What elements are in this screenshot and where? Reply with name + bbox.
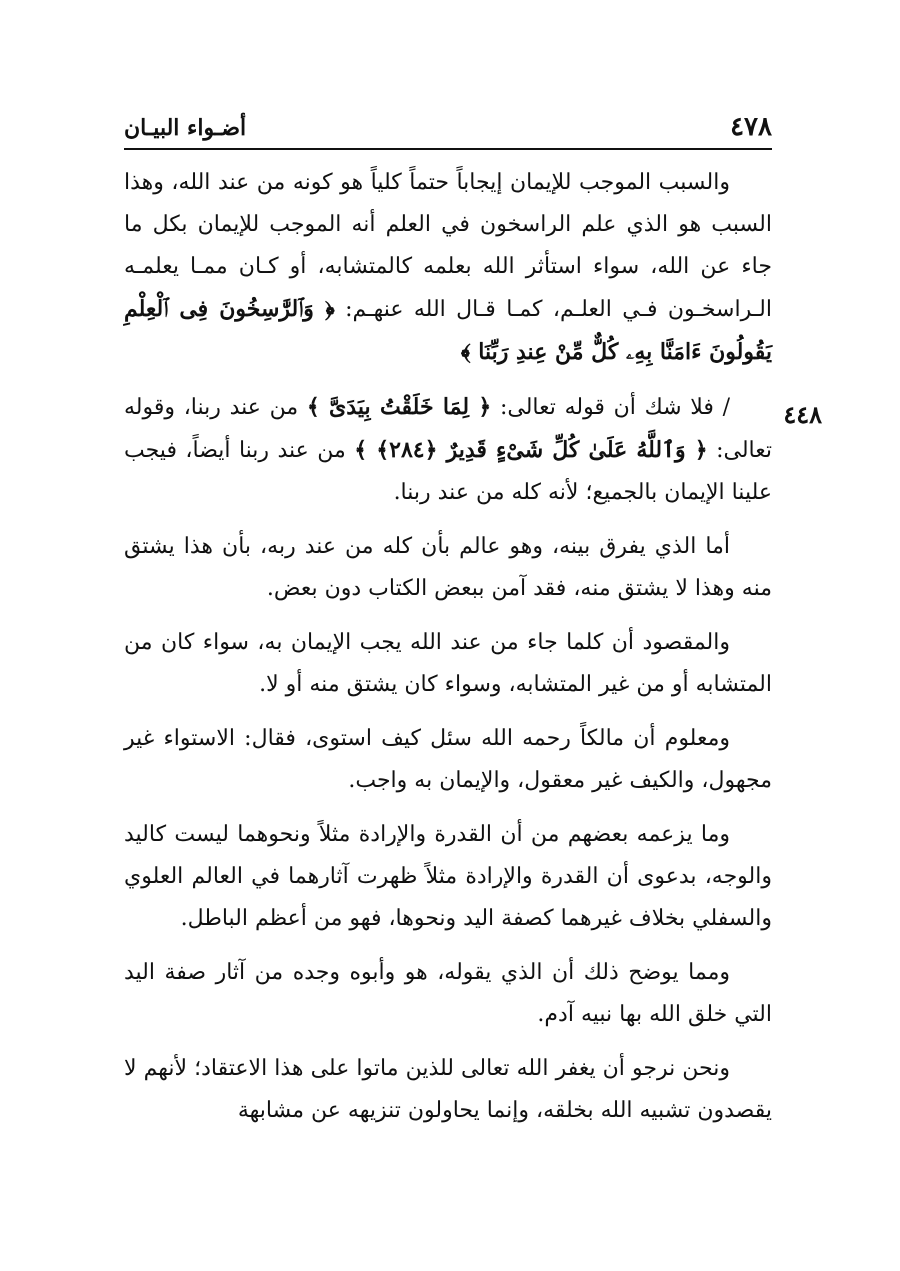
header-rule xyxy=(124,148,772,150)
quran-verse: ﴿ لِمَا خَلَقْتُ بِيَدَىَّ ﴾ xyxy=(306,394,492,420)
paragraph-2 xyxy=(124,386,772,514)
running-title: أضـواء البيـان xyxy=(124,115,247,141)
paragraph-1 xyxy=(124,162,772,374)
page-number: ٤٧٨ xyxy=(730,112,772,142)
paragraph-6: وما يزعمه بعضهم من أن القدرة والإرادة مثلاً ونحوهما ليست كاليد والوجه، بدعوى أن القدرة والإرادة مثلاً ظهرت آثارهما في العالم العلوي والسفلي بخلاف غيرهما كصفة اليد ونحوها، فهو من أعظم الباطل. xyxy=(124,822,772,931)
paragraph-7: ومما يوضح ذلك أن الذي يقوله، هو وأبوه وجده من آثار صفة اليد التي خلق الله بها نبيه آدم. xyxy=(124,960,772,1027)
paragraph-2-mid: من عند ربنا، وقوله تعالى: xyxy=(124,395,772,463)
quran-verse: ﴿ وَٱلرَّٰسِخُونَ فِى ٱلْعِلْمِ يَقُولُونَ ءَامَنَّا بِهِۦ كُلٌّ مِّنْ عِندِ رَبِّنَا ﴾ xyxy=(124,296,772,365)
paragraph-8: ونحن نرجو أن يغفر الله تعالى للذين ماتوا على هذا الاعتقاد؛ لأنهم لا يقصدون تشبيه الله بخلقه، وإنما يحاولون تنزيهه عن مشابهة xyxy=(124,1056,772,1123)
paragraph-1-text: والسبب الموجب للإيمان إيجاباً حتماً كلياً هو كونه من عند الله، وهذا السبب هو الذي علم الراسخون في العلم أنه الموجب للإيمان بكل ما جاء عن الله، سواء استأثر الله بعلمه كالمتشابه، أو كـان ممـا يعلمـه الـراسخـون فـي العلـم، كمـا قـال الله عنهـم: xyxy=(124,170,772,322)
paragraph-2-tail: من عند ربنا أيضاً، فيجب علينا الإيمان بالجميع؛ لأنه كله من عند ربنا. xyxy=(124,438,772,505)
paragraph-3: أما الذي يفرق بينه، وهو عالم بأن كله من عند ربه، بأن هذا يشتق منه وهذا لا يشتق منه، فقد آمن ببعض الكتاب دون بعض. xyxy=(124,534,772,601)
page-header xyxy=(124,112,772,146)
paragraph-2-lead: / فلا شك أن قوله تعالى: xyxy=(499,395,730,420)
margin-page-marker: ٤٤٨ xyxy=(783,400,822,429)
paragraph-4: والمقصود أن كلما جاء من عند الله يجب الإيمان به، سواء كان من المتشابه أو من غير المتشابه، وسواء كان يشتق منه أو لا. xyxy=(124,630,772,697)
body-text xyxy=(124,162,772,1132)
quran-verse: ﴿ وَٱللَّهُ عَلَىٰ كُلِّ شَىْءٍ قَدِيرٌ ﴿٢٨٤﴾ ﴾ xyxy=(354,437,708,463)
paragraph-5: ومعلوم أن مالكاً رحمه الله سئل كيف استوى، فقال: الاستواء غير مجهول، والكيف غير معقول، والإيمان به واجب. xyxy=(124,726,772,793)
